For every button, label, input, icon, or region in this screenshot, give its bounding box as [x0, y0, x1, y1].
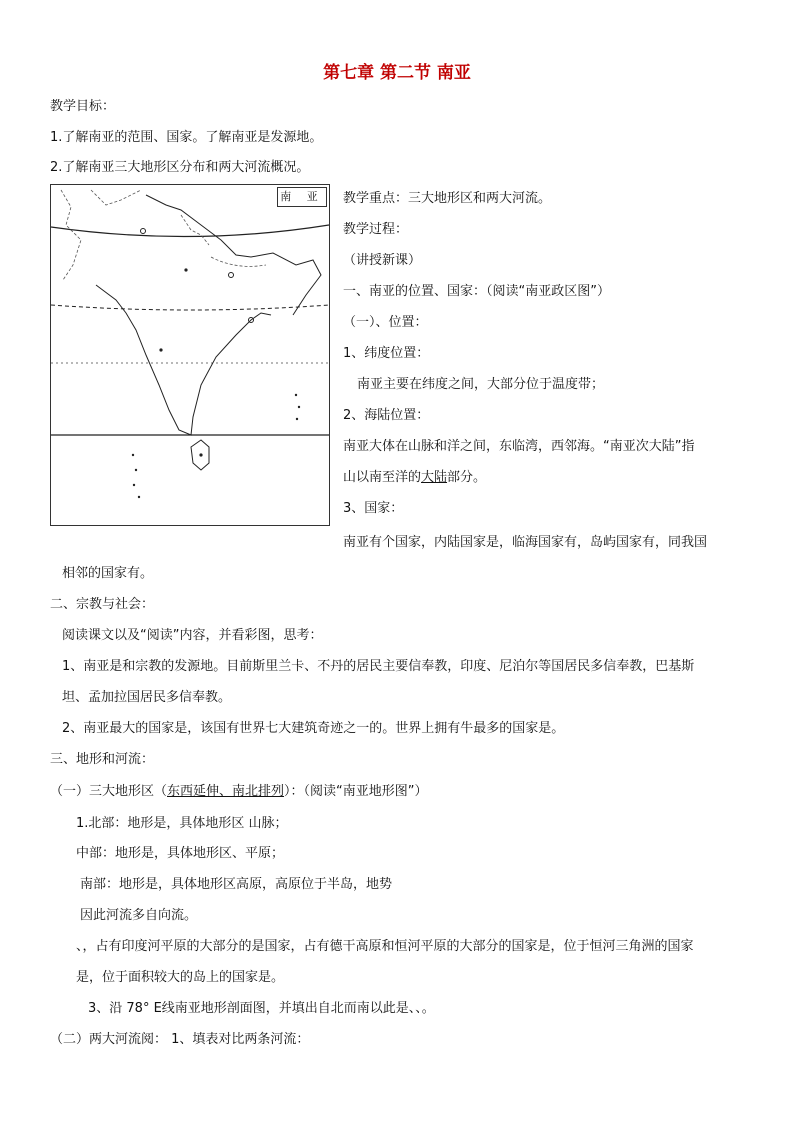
- profile-text: 3、沿 78° E线南亚地形剖面图，并填出自北而南以此是、、。: [88, 1001, 435, 1016]
- largest-country-text: 2、南亚最大的国家是，该国有世界七大建筑奇迹之一的。世界上拥有牛最多的国家是。: [62, 721, 565, 736]
- latitude-heading: 1、纬度位置：: [343, 346, 430, 361]
- religion-text-1: 1、南亚是和宗教的发源地。目前斯里兰卡、不丹的居民主要信奉教，印度、尼泊尔等国居民多信奉教，巴基斯: [62, 659, 695, 674]
- map-outline: [51, 185, 329, 525]
- countries-heading: 3、国家：: [343, 501, 404, 516]
- landform-heading-a: （一）三大地形区（: [50, 784, 168, 799]
- landform-heading-c: ）：（阅读“南亚地形图”）: [284, 784, 428, 799]
- landform-heading: [50, 783, 428, 801]
- objectives-heading: 教学目标：: [50, 99, 116, 114]
- south-asia-map: [50, 184, 330, 526]
- key-points: 教学重点：三大地形区和两大河流。: [343, 191, 552, 206]
- map-label: 南 亚: [277, 187, 327, 207]
- south-landform: 南部：地形是，具体地形区高原，高原位于半岛，地势: [80, 877, 393, 892]
- river-direction: 因此河流多自向流。: [80, 908, 198, 923]
- country-position-2: 是，位于面积较大的岛上的国家是。: [76, 970, 285, 985]
- latitude-text: 南亚主要在纬度之间，大部分位于温度带；: [357, 377, 605, 392]
- rivers-heading: （二）两大河流阅： 1、填表对比两条河流：: [50, 1032, 310, 1047]
- north-landform: 1.北部：地形是，具体地形区 山脉；: [76, 816, 288, 831]
- subcontinent-text-c: 部分。: [447, 470, 487, 485]
- subcontinent-text-a: 山以南至洋的: [343, 470, 422, 485]
- neighbors-text: 相邻的国家有。: [62, 566, 154, 581]
- subcontinent-underlined: 大陆: [421, 470, 448, 485]
- position-heading: （一）、位置：: [343, 315, 428, 330]
- page-title: 第七章 第二节 南亚: [323, 63, 471, 83]
- central-landform: 中部：地形是，具体地形区、平原；: [76, 846, 285, 861]
- countries-text: 南亚有个国家，内陆国家是，临海国家有，岛屿国家有，同我国: [343, 535, 708, 550]
- reading-instruction: 阅读课文以及“阅读”内容，并看彩图，思考：: [62, 628, 323, 643]
- sea-land-text: 南亚大体在山脉和洋之间，东临湾，西邻海。“南亚次大陆”指: [343, 439, 695, 454]
- section-3-heading: 三、地形和河流：: [50, 752, 155, 767]
- subcontinent-text: [343, 469, 486, 487]
- section-2-heading: 二、宗教与社会：: [50, 597, 155, 612]
- objective-1: 1.了解南亚的范围、国家。了解南亚是发源地。: [50, 130, 323, 145]
- religion-text-2: 坦、孟加拉国居民多信奉教。: [62, 690, 232, 705]
- landform-underlined: 东西延伸、南北排列: [167, 784, 285, 799]
- new-lesson-note: （讲授新课）: [343, 253, 422, 268]
- section-1-heading: 一、南亚的位置、国家：（阅读“南亚政区图”）: [343, 284, 610, 299]
- process-heading: 教学过程：: [343, 222, 409, 237]
- sea-land-heading: 2、海陆位置：: [343, 408, 430, 423]
- country-position-1: 、，占有印度河平原的大部分的是国家，占有德干高原和恒河平原的大部分的国家是，位于恒河三角洲的国家: [76, 939, 694, 954]
- objective-2: 2.了解南亚三大地形区分布和两大河流概况。: [50, 160, 310, 175]
